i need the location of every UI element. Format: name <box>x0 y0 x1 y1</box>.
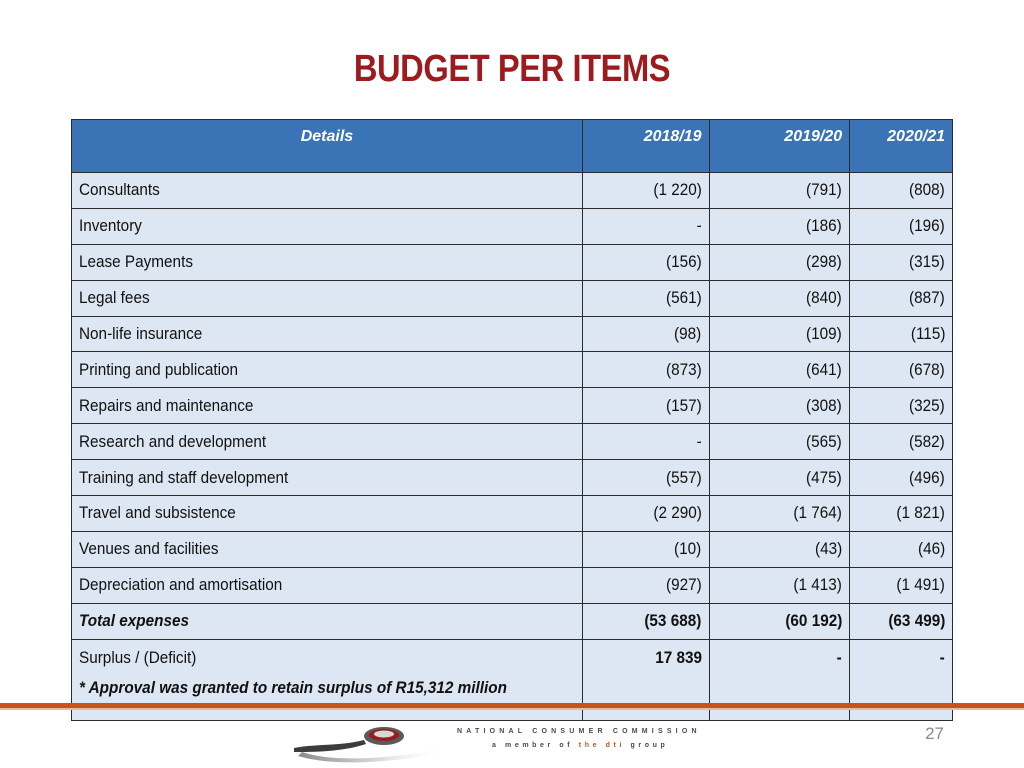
row-value-2020-21: (1 821) <box>850 496 953 532</box>
row-value-2018-19: (2 290) <box>582 496 709 532</box>
row-value-2018-19: (873) <box>582 352 709 388</box>
page-number: 27 <box>925 724 944 743</box>
row-value-2018-19: - <box>582 424 709 460</box>
table-row <box>72 173 953 209</box>
row-label: Consultants <box>72 173 583 209</box>
row-value-2020-21: (196) <box>850 208 953 244</box>
row-value-2020-21: (46) <box>850 531 953 567</box>
total-row <box>72 603 953 639</box>
ncc-logo-icon <box>292 718 452 764</box>
row-label: Repairs and maintenance <box>72 388 583 424</box>
row-value-2018-19: (1 220) <box>582 173 709 209</box>
row-value-2018-19: (927) <box>582 567 709 603</box>
row-value-2019-20: (308) <box>709 388 850 424</box>
row-value-2019-20: (641) <box>709 352 850 388</box>
footer-rule-shadow <box>0 708 1024 710</box>
row-value-2019-20: (475) <box>709 460 850 496</box>
row-value-2019-20: (186) <box>709 208 850 244</box>
row-value-2018-19: (557) <box>582 460 709 496</box>
table-row <box>72 388 953 424</box>
row-value-2019-20: (840) <box>709 280 850 316</box>
row-label: Printing and publication <box>72 352 583 388</box>
row-value-2019-20: (1 764) <box>709 496 850 532</box>
table-row <box>72 496 953 532</box>
row-value-2020-21: (325) <box>850 388 953 424</box>
row-value-2020-21: (582) <box>850 424 953 460</box>
surplus-2018-19: 17 839 <box>582 639 709 720</box>
row-label: Research and development <box>72 424 583 460</box>
row-value-2019-20: (298) <box>709 244 850 280</box>
row-value-2018-19: (561) <box>582 280 709 316</box>
table-row <box>72 208 953 244</box>
row-label: Training and staff development <box>72 460 583 496</box>
table-row <box>72 244 953 280</box>
row-value-2019-20: (565) <box>709 424 850 460</box>
row-value-2018-19: (157) <box>582 388 709 424</box>
table-row <box>72 460 953 496</box>
header-details: Details <box>72 120 583 173</box>
row-value-2020-21: (887) <box>850 280 953 316</box>
row-value-2020-21: (808) <box>850 173 953 209</box>
row-value-2020-21: (315) <box>850 244 953 280</box>
row-value-2019-20: (109) <box>709 316 850 352</box>
row-label: Lease Payments <box>72 244 583 280</box>
budget-table <box>71 119 953 721</box>
row-label: Non-life insurance <box>72 316 583 352</box>
row-value-2019-20: (1 413) <box>709 567 850 603</box>
row-value-2018-19: (10) <box>582 531 709 567</box>
row-value-2020-21: (496) <box>850 460 953 496</box>
row-value-2019-20: (43) <box>709 531 850 567</box>
total-2020-21: (63 499) <box>850 603 953 639</box>
surplus-2020-21: - <box>850 639 953 720</box>
table-row <box>72 424 953 460</box>
row-label: Venues and facilities <box>72 531 583 567</box>
row-value-2020-21: (678) <box>850 352 953 388</box>
surplus-2019-20: - <box>709 639 850 720</box>
table-row <box>72 352 953 388</box>
table-row <box>72 316 953 352</box>
row-label: Inventory <box>72 208 583 244</box>
row-value-2018-19: - <box>582 208 709 244</box>
surplus-label: Surplus / (Deficit) <box>79 647 197 667</box>
header-2019-20: 2019/20 <box>709 120 850 173</box>
table-header-row <box>72 120 953 173</box>
row-value-2020-21: (115) <box>850 316 953 352</box>
total-label: Total expenses <box>72 603 583 639</box>
row-label: Travel and subsistence <box>72 496 583 532</box>
header-2018-19: 2018/19 <box>582 120 709 173</box>
row-label: Depreciation and amortisation <box>72 567 583 603</box>
slide-title: BUDGET PER ITEMS <box>353 48 671 90</box>
row-value-2020-21: (1 491) <box>850 567 953 603</box>
row-value-2018-19: (156) <box>582 244 709 280</box>
row-label: Legal fees <box>72 280 583 316</box>
surplus-note: * Approval was granted to retain surplus of R15,312 million <box>79 677 507 697</box>
row-value-2019-20: (791) <box>709 173 850 209</box>
header-2020-21: 2020/21 <box>850 120 953 173</box>
logo-wordmark: NATIONAL CONSUMER COMMISSION <box>457 728 701 735</box>
row-value-2018-19: (98) <box>582 316 709 352</box>
table-row <box>72 531 953 567</box>
total-2019-20: (60 192) <box>709 603 850 639</box>
table-row <box>72 567 953 603</box>
logo-tagline: a member of the dti group <box>492 742 669 749</box>
table-row <box>72 280 953 316</box>
total-2018-19: (53 688) <box>582 603 709 639</box>
